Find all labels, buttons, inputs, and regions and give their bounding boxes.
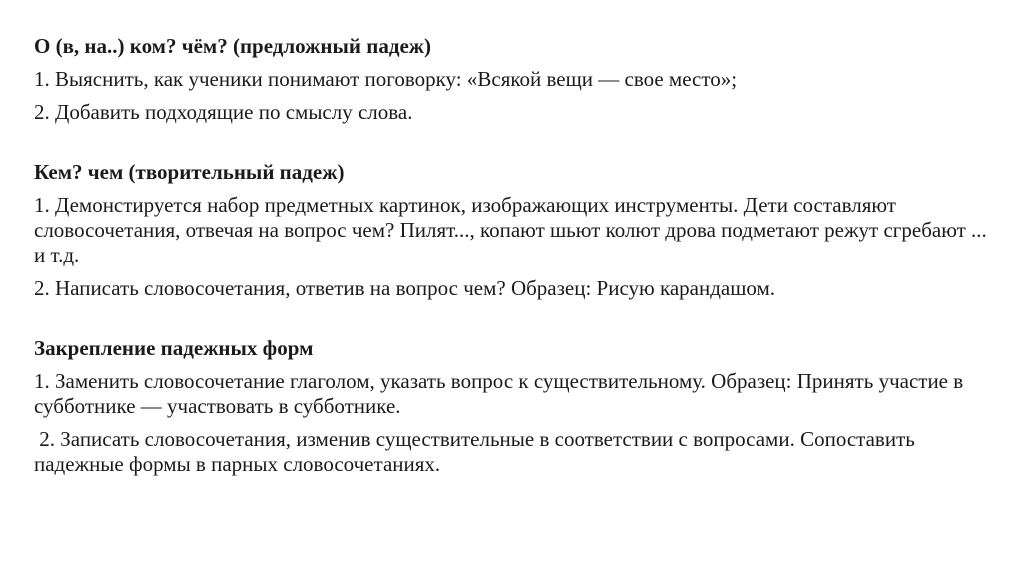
section-instrumental bbox=[34, 160, 994, 301]
section-item: 1. Заменить словосочетание глаголом, указать вопрос к существительному. Образец: Принять участие в субботнике — участвовать в субботнике. bbox=[34, 369, 964, 418]
section-item: 2. Написать словосочетания, ответив на вопрос чем? Образец: Рисую карандашом. bbox=[34, 276, 776, 300]
section-consolidation bbox=[34, 336, 994, 477]
section-spacer bbox=[34, 133, 994, 160]
section-item: 2. Записать словосочетания, изменив существительные в соответствии с вопросами. Сопоставить падежные формы в парных словосочетаниях. bbox=[34, 427, 921, 476]
section-heading: Закрепление падежных форм bbox=[34, 336, 314, 360]
section-heading: Кем? чем (творительный падеж) bbox=[34, 160, 345, 184]
section-item: 2. Добавить подходящие по смыслу слова. bbox=[34, 100, 413, 124]
section-item: 1. Демонстируется набор предметных картинок, изображающих инструменты. Дети составляют словосочетания, отвечая на вопрос чем? Пилят..., копают шьют колют дрова подметают режут сгребают ... и т.д. bbox=[34, 193, 987, 267]
section-prepositional bbox=[34, 34, 994, 125]
section-spacer bbox=[34, 309, 994, 336]
section-heading: О (в, на..) ком? чём? (предложный падеж) bbox=[34, 34, 431, 58]
section-item: 1. Выяснить, как ученики понимают поговорку: «Всякой вещи — свое место»; bbox=[34, 67, 738, 91]
slide-content bbox=[34, 34, 994, 485]
